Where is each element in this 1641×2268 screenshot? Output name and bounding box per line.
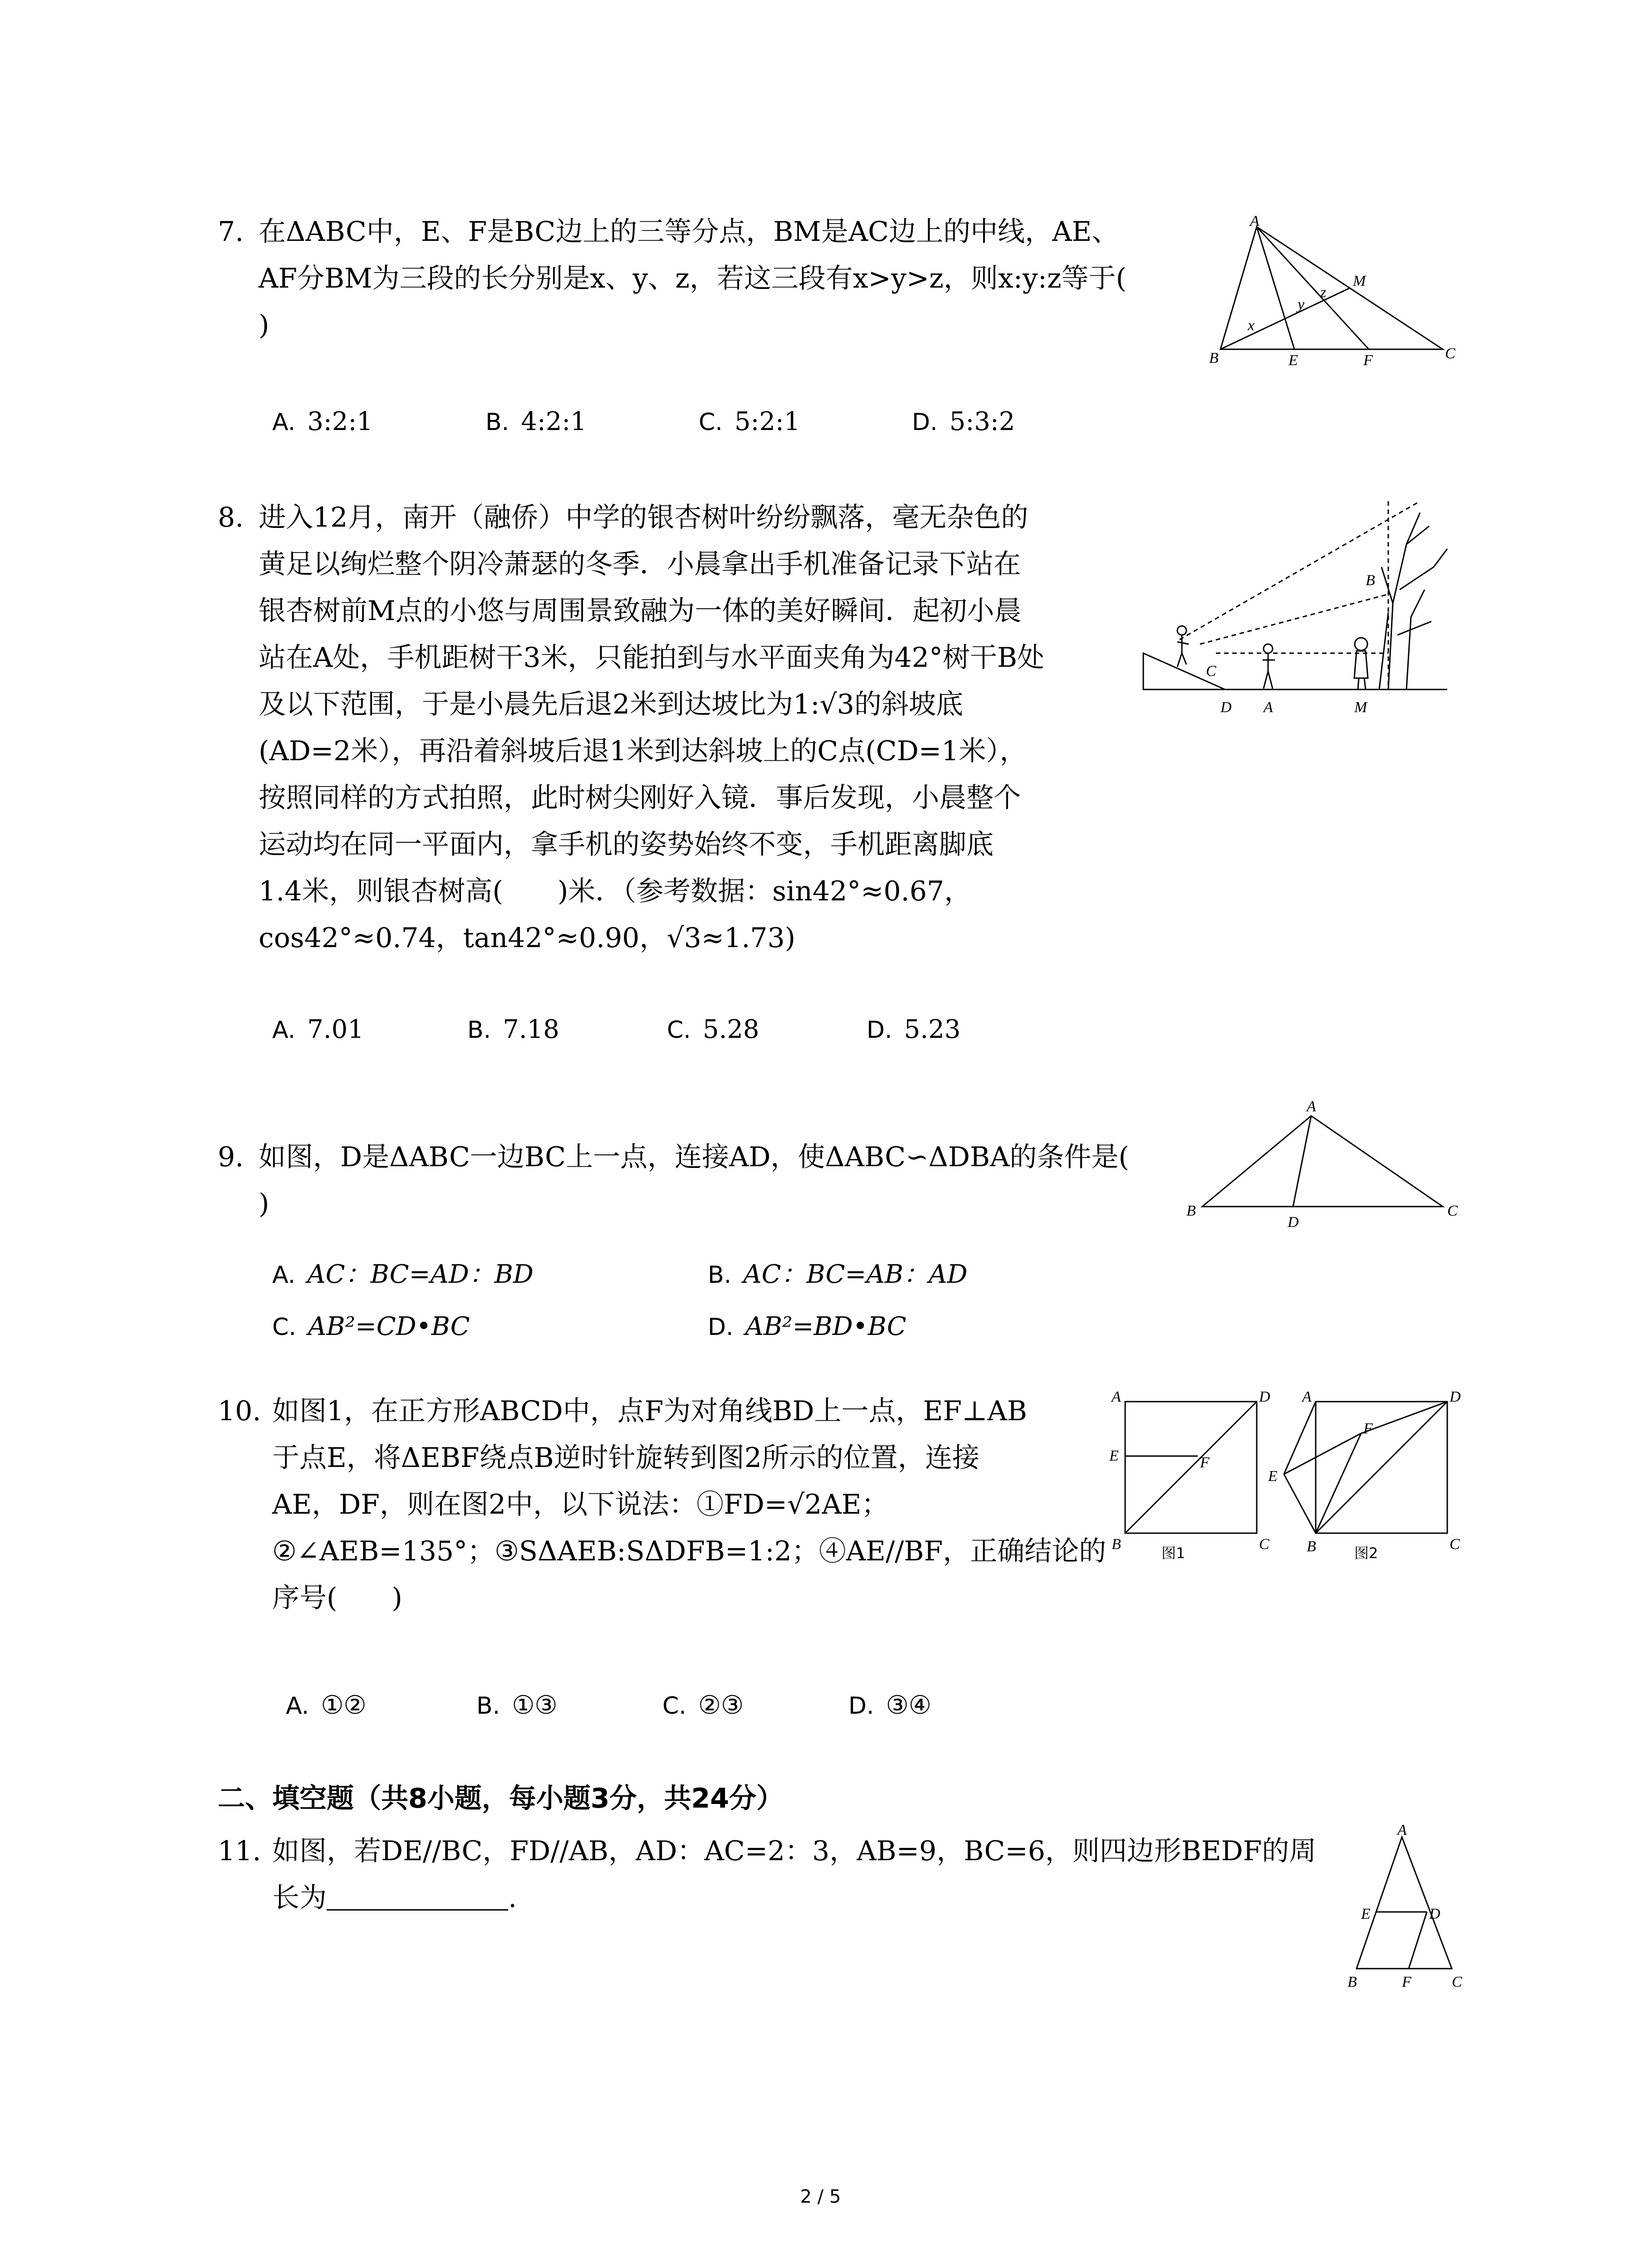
label-D: D (1429, 1906, 1440, 1922)
question-number: 11. (218, 1835, 261, 1867)
figure-q8-tree-slope (1134, 499, 1461, 735)
figure-q7-triangle (1207, 213, 1461, 372)
figure-q10-squares (1102, 1383, 1474, 1565)
label-A: A (1302, 1388, 1312, 1405)
question-text-line: 1.4米，则银杏树高( )米．（参考数据：sin42°≈0.67， (259, 875, 972, 907)
label-B: B (1347, 1974, 1357, 1990)
label-E: E (1109, 1447, 1119, 1464)
label-F: F (1363, 352, 1373, 369)
question-text-line: 于点E，将ΔEBF绕点B逆时针旋转到图2所示的位置，连接 (272, 1442, 980, 1474)
label-C: C (1206, 663, 1216, 679)
label-D: D (1450, 1388, 1461, 1405)
option-a[interactable]: A. 7.01 (272, 1015, 364, 1044)
question-number: 9. (218, 1141, 244, 1173)
label-x: x (1248, 317, 1255, 334)
question-text-line: 进入12月，南开（融侨）中学的银杏树叶纷纷飘落，毫无杂色的 (259, 502, 1029, 533)
figure-q11-triangle (1338, 1823, 1470, 1996)
question-text-line: (AD=2米），再沿着斜坡后退1米到达斜坡上的C点(CD=1米）， (259, 735, 1027, 767)
label-y: y (1298, 296, 1305, 313)
label-F: F (1200, 1454, 1210, 1471)
question-text-line: ) (259, 1188, 269, 1220)
label-F: F (1402, 1974, 1411, 1990)
label-B: B (1209, 350, 1219, 367)
option-c[interactable]: C. 5:2:1 (699, 407, 800, 436)
question-text-line: cos42°≈0.74，tan42°≈0.90，√3≈1.73) (259, 922, 796, 954)
question-text-line: 长为 . (272, 1882, 517, 1914)
option-d[interactable]: D. ③④ (848, 1691, 931, 1720)
label-B: B (1366, 572, 1375, 589)
label-E: E (1288, 352, 1298, 369)
question-text-line: 运动均在同一平面内，拿手机的姿势始终不变，手机距离脚底 (259, 829, 994, 860)
answer-blank[interactable] (327, 1882, 508, 1911)
label-A: A (1307, 1098, 1316, 1115)
label-z: z (1320, 284, 1327, 301)
question-text-line: 银杏树前M点的小悠与周围景致融为一体的美好瞬间．起初小晨 (259, 595, 1022, 627)
question-text-line: AF分BM为三段的长分别是x、y、z，若这三段有x>y>z，则x:y:z等于( (259, 263, 1127, 294)
question-text-line: 按照同样的方式拍照，此时树尖刚好入镜．事后发现，小晨整个 (259, 782, 1021, 814)
option-d[interactable]: D. 5:3:2 (912, 407, 1015, 436)
question-text-line: 站在A处，手机距树干3米，只能拍到与水平面夹角为42°树干B处 (259, 642, 1044, 674)
option-d[interactable]: D. AB²=BD•BC (708, 1312, 906, 1341)
section-heading: 二、填空题（共8小题，每小题3分，共24分） (218, 1783, 784, 1814)
question-text-line: ②∠AEB=135°；③SΔAEB:SΔDFB=1:2；④AE//BF，正确结论的 (272, 1535, 1107, 1567)
question-number: 10. (218, 1395, 261, 1427)
label-C: C (1452, 1974, 1462, 1990)
page-number: 2 / 5 (800, 2186, 841, 2207)
label-E: E (1268, 1468, 1278, 1485)
label-B: B (1307, 1538, 1316, 1555)
option-c[interactable]: C. ②③ (662, 1691, 744, 1720)
option-a[interactable]: A. AC：BC=AD：BD (272, 1260, 534, 1289)
figure-q9-triangle (1180, 1098, 1470, 1234)
label-C: C (1447, 1202, 1458, 1219)
label-C: C (1259, 1536, 1269, 1553)
label-F: F (1363, 1420, 1373, 1437)
label-A: A (1264, 699, 1273, 716)
question-7 (218, 209, 1127, 349)
option-b[interactable]: B. 7.18 (467, 1015, 559, 1044)
option-a[interactable]: A. ①② (286, 1691, 367, 1720)
option-b[interactable]: B. 4:2:1 (485, 407, 587, 436)
option-c[interactable]: C. AB²=CD•BC (272, 1312, 470, 1341)
option-b[interactable]: B. AC：BC=AB：AD (708, 1260, 968, 1289)
option-a[interactable]: A. 3:2:1 (272, 407, 373, 436)
option-c[interactable]: C. 5.28 (667, 1015, 759, 1044)
label-A: A (1250, 213, 1259, 230)
option-b[interactable]: B. ①③ (476, 1691, 558, 1720)
label-A: A (1397, 1823, 1407, 1838)
label-A: A (1112, 1388, 1121, 1405)
question-text-line: 序号( ) (272, 1582, 402, 1614)
label-M: M (1353, 273, 1366, 289)
label-E: E (1361, 1906, 1371, 1922)
label-D: D (1259, 1388, 1270, 1405)
question-10 (218, 1388, 1106, 1622)
label-D: D (1220, 699, 1232, 716)
label-C: C (1450, 1536, 1460, 1553)
caption-fig1: 图1 (1161, 1545, 1185, 1562)
caption-fig2: 图2 (1354, 1545, 1378, 1562)
label-C: C (1445, 345, 1455, 362)
question-text-line: 如图1，在正方形ABCD中，点F为对角线BD上一点，EF⊥AB (272, 1395, 1027, 1427)
label-B: B (1112, 1536, 1121, 1553)
question-text-line: 如图，若DE//BC，FD//AB，AD：AC=2：3，AB=9，BC=6，则四边形BEDF的周 (272, 1835, 1317, 1867)
question-text-line: 在ΔABC中，E、F是BC边上的三等分点，BM是AC边上的中线，AE、 (259, 216, 1119, 248)
question-text-line: AE，DF，则在图2中，以下说法：①FD=√2AE； (272, 1489, 889, 1520)
question-text-line: ) (259, 309, 269, 341)
question-number: 8. (218, 502, 244, 533)
question-11 (218, 1828, 1316, 1921)
question-9 (218, 1134, 1129, 1227)
question-number: 7. (218, 216, 244, 248)
label-B: B (1186, 1202, 1196, 1219)
question-text-line: 如图，D是ΔABC一边BC上一点，连接AD，使ΔABC∽ΔDBA的条件是( (259, 1141, 1129, 1173)
label-D: D (1288, 1214, 1299, 1231)
question-text-line: 及以下范围，于是小晨先后退2米到达坡比为1:√3的斜坡底 (259, 689, 963, 720)
question-8 (218, 494, 1044, 962)
option-d[interactable]: D. 5.23 (867, 1015, 961, 1044)
label-M: M (1354, 699, 1367, 716)
question-text-line: 黄足以绚烂整个阴冷萧瑟的冬季．小晨拿出手机准备记录下站在 (259, 548, 1021, 580)
